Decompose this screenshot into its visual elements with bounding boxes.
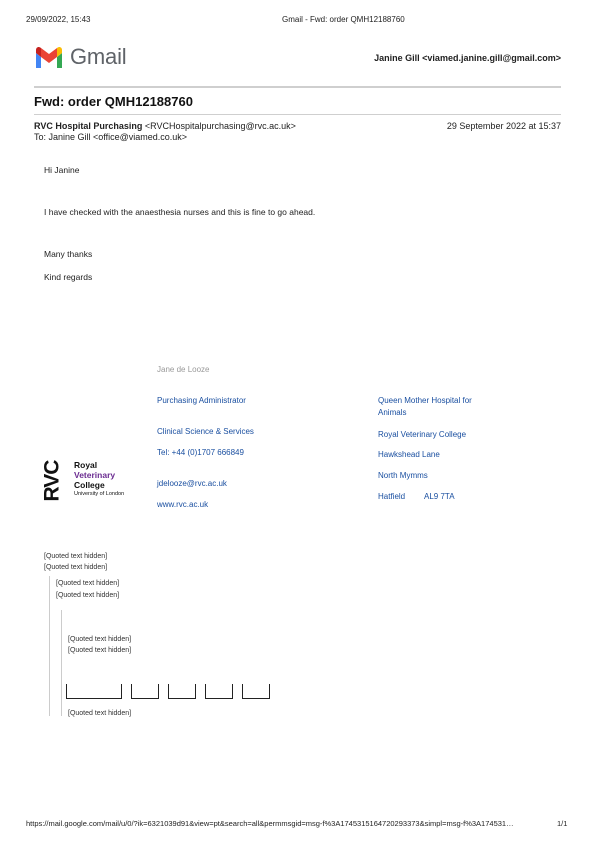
signature-department: Clinical Science & Services [157,427,254,436]
quoted-text-hidden-2[interactable]: [Quoted text hidden] [44,564,108,571]
body-text: I have checked with the anaesthesia nurses and this is fine to go ahead. [44,207,316,217]
signature-website-link[interactable]: www.rvc.ac.uk [157,500,209,509]
address-college: Royal Veterinary College [378,430,467,439]
sender-line [34,121,296,131]
quoted-text-hidden-3[interactable]: [Quoted text hidden] [56,580,120,587]
signature-phone[interactable]: Tel: +44 (0)1707 666849 [157,448,244,457]
table-cell-1 [66,684,122,699]
signature-role: Purchasing Administrator [157,396,246,405]
body-greeting: Hi Janine [44,165,80,175]
rvc-logo-line4: University of London [74,491,125,497]
quoted-text-hidden-1[interactable]: [Quoted text hidden] [44,553,108,560]
quote-bar-inner [61,610,62,716]
message-date: 29 September 2022 at 15:37 [446,121,561,131]
footer-url: https://mail.google.com/mail/u/0/?ik=6321039d91&view=pt&search=all&permmsgid=msg-f%3A1745315164720293373&simpl=msg-f%3A174531… [26,819,514,828]
table-cell-4 [205,684,233,699]
signature-name: Jane de Looze [157,365,210,374]
quoted-table-fragment [66,684,279,699]
gmail-wordmark: Gmail [70,44,127,69]
rvc-logo-line1: Royal [74,460,98,470]
address-postcode: AL9 7TA [424,492,455,501]
email-subject: Fwd: order QMH12188760 [34,94,193,109]
address-line-2: Animals [378,408,407,417]
quote-bar-outer [49,576,50,716]
rvc-logo-line2: Veterinary [74,470,116,480]
print-title: Gmail - Fwd: order QMH12188760 [282,15,405,24]
quoted-text-hidden-6[interactable]: [Quoted text hidden] [68,647,132,654]
account-email: Janine Gill <viamed.janine.gill@gmail.com> [374,53,561,63]
gmail-logo[interactable] [34,44,126,70]
rvc-logo [40,453,141,503]
recipient-line: To: Janine Gill <office@viamed.co.uk> [34,132,188,142]
gmail-m-icon [34,45,64,69]
quoted-text-hidden-5[interactable]: [Quoted text hidden] [68,636,132,643]
print-datetime: 29/09/2022, 15:43 [26,15,91,24]
table-cell-3 [168,684,196,699]
footer-page-number: 1/1 [557,819,568,828]
sender-name: RVC Hospital Purchasing [34,121,143,131]
sender-email[interactable]: <RVCHospitalpurchasing@rvc.ac.uk> [144,121,296,131]
address-town: Hatfield [378,492,406,501]
header-divider [34,86,561,88]
quoted-text-hidden-7[interactable]: [Quoted text hidden] [68,710,132,717]
address-street: Hawkshead Lane [378,450,440,459]
address-line-1: Queen Mother Hospital for [378,396,472,405]
table-cell-2 [131,684,159,699]
subject-divider [34,114,561,115]
rvc-logo-line3: College [74,480,105,490]
quoted-text-hidden-4[interactable]: [Quoted text hidden] [56,592,120,599]
table-cell-5 [242,684,270,699]
rvc-logo-letters: RVC [40,460,64,502]
body-closing: Kind regards [44,272,93,282]
signature-email-link[interactable]: jdelooze@rvc.ac.uk [157,479,227,488]
body-thanks: Many thanks [44,249,93,259]
address-area: North Mymms [378,471,428,480]
